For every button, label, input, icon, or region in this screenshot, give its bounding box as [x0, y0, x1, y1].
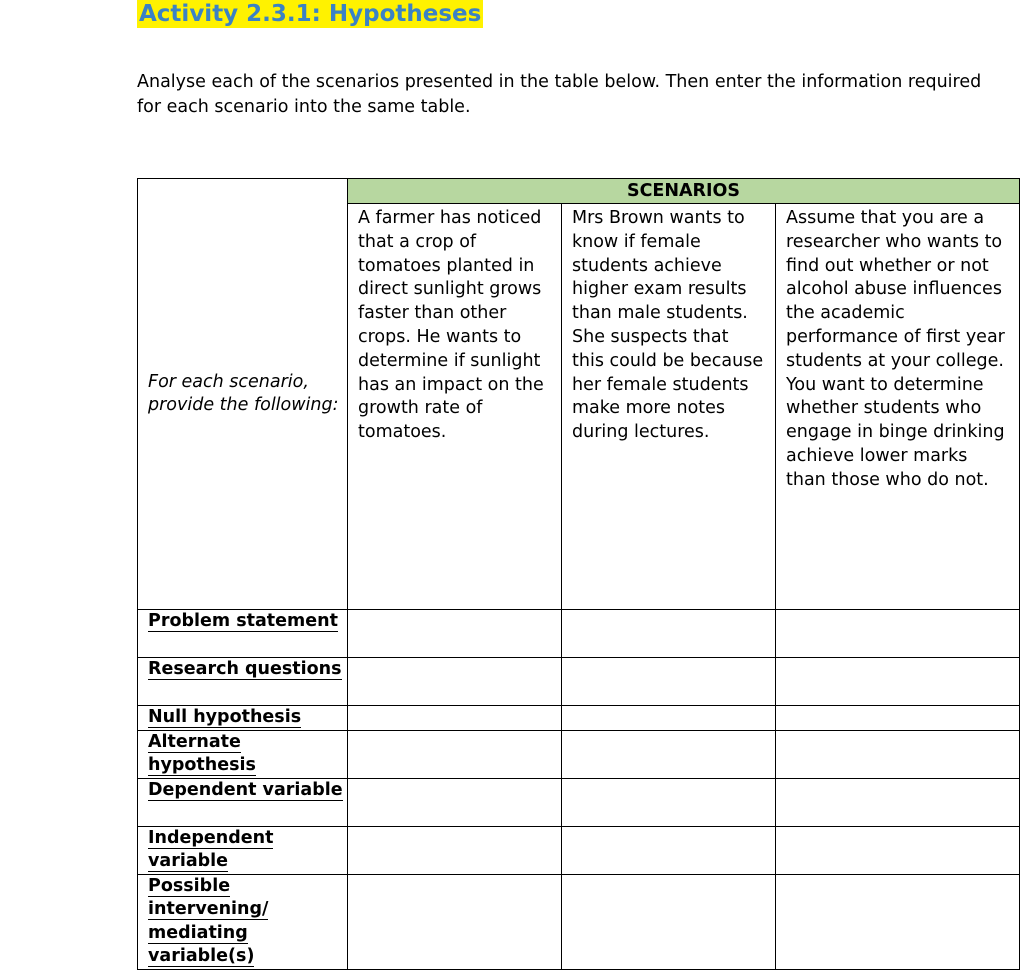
row-label-research-questions: Research questions	[138, 658, 348, 706]
row-label-independent-variable: Independent variable	[138, 826, 348, 874]
header-row	[138, 179, 1020, 204]
answer-cell[interactable]	[776, 826, 1020, 874]
answer-cell[interactable]	[348, 730, 562, 778]
answer-cell[interactable]	[562, 874, 776, 969]
answer-cell[interactable]	[562, 610, 776, 658]
answer-cell[interactable]	[776, 874, 1020, 969]
row-label-null-hypothesis: Null hypothesis	[138, 706, 348, 731]
row-label-intervening-variables: Possible intervening/ mediating variable(s)	[138, 874, 348, 969]
instructions: Analyse each of the scenarios presented in the table below. Then enter the information required for each scenario into the same table.	[137, 72, 982, 117]
answer-cell[interactable]	[562, 706, 776, 731]
scenario-3: Assume that you are a researcher who wants to find out whether or not alcohol abuse influences the academic performance of first year students at your college. You want to determine whether students who engage in binge drinking achieve lower marks than those who do not.	[776, 204, 1020, 610]
answer-cell[interactable]	[776, 658, 1020, 706]
table-row	[138, 610, 1020, 658]
table-row	[138, 874, 1020, 969]
answer-cell[interactable]	[562, 826, 776, 874]
scenario-2: Mrs Brown wants to know if female students achieve higher exam results than male students. She suspects that this could be because her female students make more notes during lectures.	[562, 204, 776, 610]
answer-cell[interactable]	[348, 706, 562, 731]
answer-cell[interactable]	[348, 610, 562, 658]
answer-cell[interactable]	[562, 658, 776, 706]
scenarios-header: SCENARIOS	[348, 179, 1020, 204]
table-row	[138, 706, 1020, 731]
hypotheses-table	[137, 178, 1020, 970]
activity-title: Activity 2.3.1: Hypotheses	[139, 1, 482, 27]
prompt-cell: For each scenario, provide the following:	[138, 179, 348, 610]
row-label-dependent-variable: Dependent variable	[138, 778, 348, 826]
table-row	[138, 778, 1020, 826]
answer-cell[interactable]	[776, 778, 1020, 826]
answer-cell[interactable]	[348, 826, 562, 874]
answer-cell[interactable]	[776, 730, 1020, 778]
answer-cell[interactable]	[348, 874, 562, 969]
answer-cell[interactable]	[776, 706, 1020, 731]
table-row	[138, 826, 1020, 874]
scenario-1: A farmer has noticed that a crop of tomatoes planted in direct sunlight grows faster than other crops. He wants to determine if sunlight has an impact on the growth rate of tomatoes.	[348, 204, 562, 610]
row-label-problem-statement: Problem statement	[138, 610, 348, 658]
answer-cell[interactable]	[348, 778, 562, 826]
table-row	[138, 730, 1020, 778]
answer-cell[interactable]	[562, 778, 776, 826]
answer-cell[interactable]	[776, 610, 1020, 658]
table-row	[138, 658, 1020, 706]
row-label-alternate-hypothesis: Alternate hypothesis	[138, 730, 348, 778]
answer-cell[interactable]	[562, 730, 776, 778]
answer-cell[interactable]	[348, 658, 562, 706]
